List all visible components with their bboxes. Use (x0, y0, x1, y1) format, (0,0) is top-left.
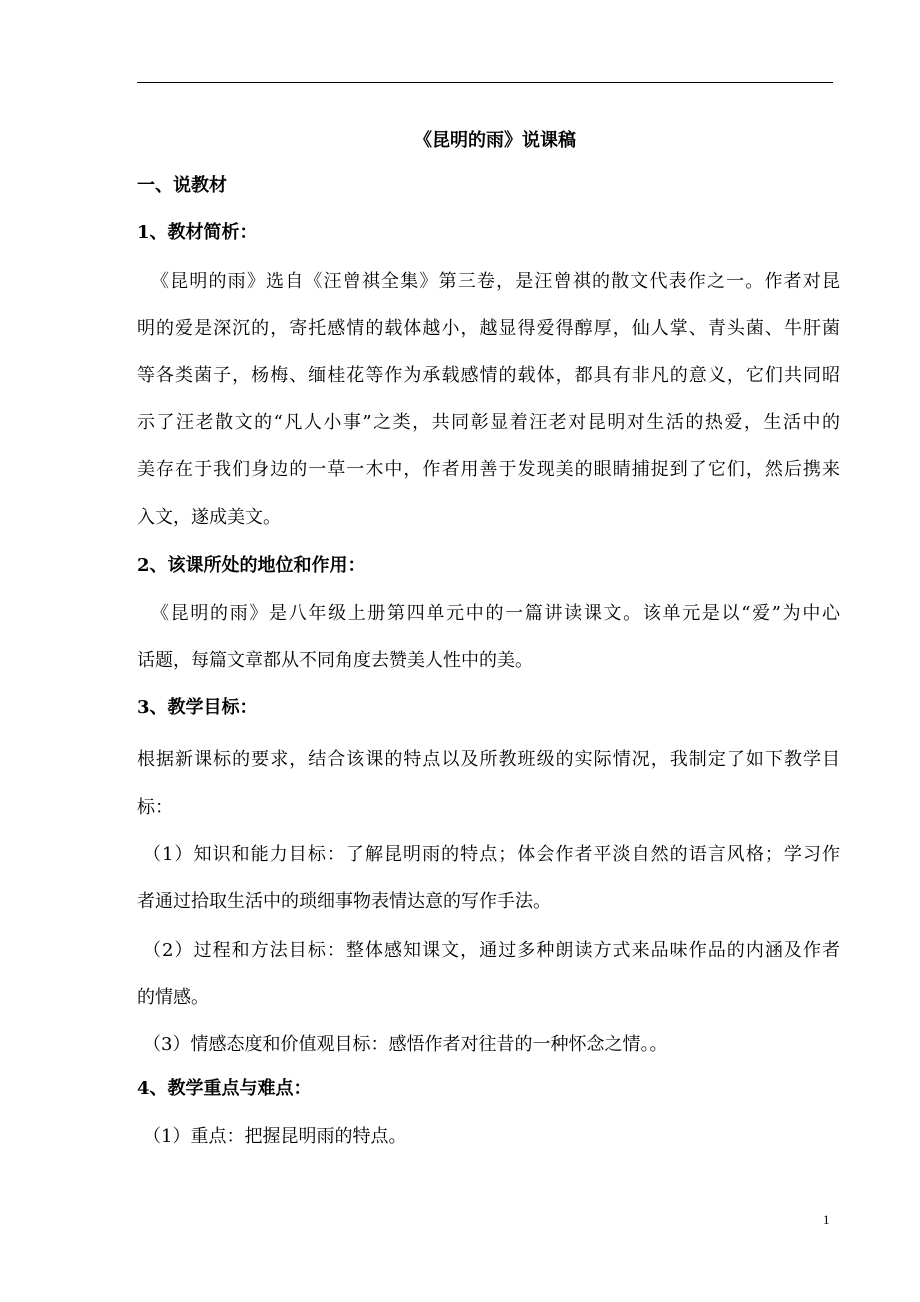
subsection-heading: 4、教学重点与难点： (137, 1078, 312, 1099)
paragraph-line: 话题，每篇文章都从不同角度去赞美人性中的美。 (137, 650, 533, 671)
paragraph-line: 等各类菌子，杨梅、缅桂花等作为承载感情的载体，都具有非凡的意义，它们共同昭 (137, 365, 840, 386)
subsection-heading: 3、教学目标： (137, 697, 258, 718)
section-heading: 一、说教材 (137, 175, 227, 196)
paragraph-line: 《昆明的雨》是八年级上册第四单元中的一篇讲读课文。该单元是以“爱”为中心 (151, 603, 840, 624)
paragraph-line: （1）重点：把握昆明雨的特点。 (143, 1126, 407, 1147)
paragraph-line: 入文，遂成美文。 (137, 507, 281, 528)
paragraph-line: 美存在于我们身边的一草一木中，作者用善于发现美的眼睛捕捉到了它们，然后携来 (137, 459, 840, 480)
goal-line: （3）情感态度和价值观目标：感悟作者对往昔的一种怀念之情。。 (143, 1034, 668, 1055)
paragraph-line: 标： (137, 797, 173, 818)
document-title: 《昆明的雨》说课稿 (414, 130, 576, 151)
paragraph-line: 示了汪老散文的“凡人小事”之类，共同彰显着汪老对昆明对生活的热爱，生活中的 (137, 412, 840, 433)
goal-line: （2）过程和方法目标：整体感知课文，通过多种朗读方式来品味作品的内涵及作者 (143, 940, 840, 961)
subsection-heading: 1、教材简析： (137, 222, 258, 243)
header-rule (137, 82, 833, 83)
subsection-heading: 2、该课所处的地位和作用： (137, 555, 366, 576)
goal-line: 者通过拾取生活中的琐细事物表情达意的写作手法。 (137, 891, 551, 912)
paragraph-line: 明的爱是深沉的，寄托感情的载体越小，越显得爱得醇厚，仙人掌、青头菌、牛肝菌 (137, 318, 840, 339)
paragraph-line: 根据新课标的要求，结合该课的特点以及所教班级的实际情况，我制定了如下教学目 (137, 749, 840, 770)
goal-line: （1）知识和能力目标：了解昆明雨的特点；体会作者平淡自然的语言风格；学习作 (143, 844, 840, 865)
paragraph-line: 《昆明的雨》选自《汪曾祺全集》第三卷，是汪曾祺的散文代表作之一。作者对昆 (151, 271, 840, 292)
page-number: 1 (823, 1212, 830, 1227)
goal-line: 的情感。 (137, 987, 209, 1008)
